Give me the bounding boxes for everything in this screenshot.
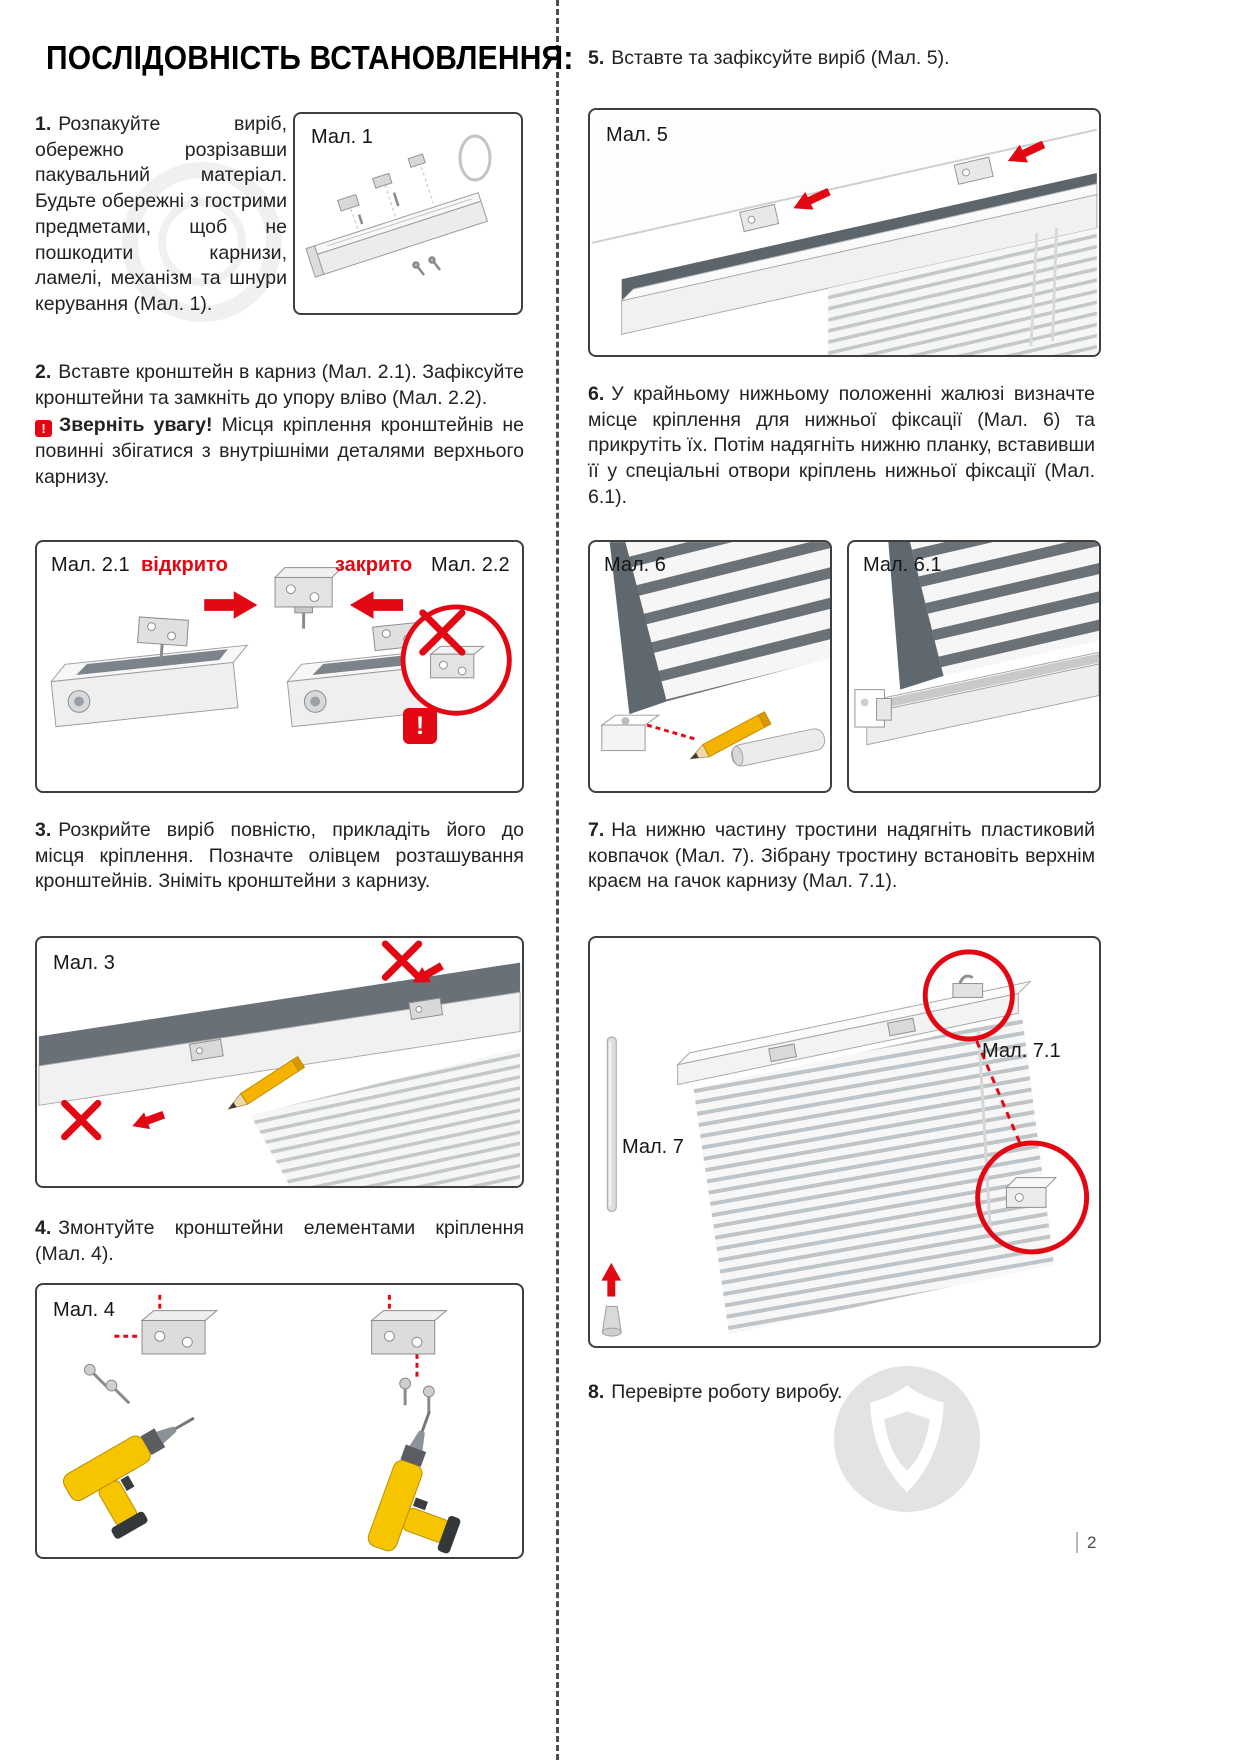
- figure-7: [588, 936, 1101, 1348]
- arrow-right-icon: [204, 591, 257, 619]
- step-2-text: Вставте кронштейн в карниз (Мал. 2.1). Зафіксуйте кронштейни та замкніть до упору вліво (Мал. 2.2).: [35, 361, 524, 409]
- fixation-bracket-icon: [602, 715, 659, 750]
- page-number: 2: [1076, 1532, 1096, 1553]
- state-closed-label: закрито: [335, 554, 413, 576]
- figure-3: [35, 936, 524, 1188]
- step-5-number: 5.: [588, 47, 605, 69]
- bracket-icon: [275, 568, 342, 629]
- figure-5-label: Мал. 5: [606, 124, 668, 146]
- arrow-up-icon: [601, 1263, 621, 1297]
- step-8-text: Перевірте роботу виробу.: [611, 1381, 843, 1403]
- step-4: [35, 1216, 524, 1267]
- bracket-icon: [114, 1295, 216, 1354]
- figure-1: [293, 112, 523, 315]
- column-divider: [556, 0, 559, 1760]
- figure-4-label: Мал. 4: [53, 1299, 115, 1321]
- figure-2-illustration-brackets: [37, 542, 522, 791]
- step-5: [588, 46, 1093, 72]
- figure-3-label: Мал. 3: [53, 952, 115, 974]
- drill-icon: [366, 1406, 493, 1557]
- figure-3-illustration-marking: [37, 938, 522, 1186]
- step-1-number: 1.: [35, 113, 52, 135]
- step-8: [588, 1380, 1095, 1406]
- step-2-warning: [35, 413, 524, 490]
- figure-7-label: Мал. 7: [622, 1136, 684, 1158]
- headrail-open: [45, 606, 253, 727]
- bracket-icon: [372, 1295, 447, 1380]
- step-2-paragraph: [35, 360, 524, 411]
- step-6: [588, 382, 1095, 511]
- screw-icon: [84, 1364, 129, 1403]
- step-8-number: 8.: [588, 1381, 605, 1403]
- step-6-number: 6.: [588, 383, 605, 405]
- figure-5: [588, 108, 1101, 357]
- figure-2-2-label: Мал. 2.2: [431, 554, 510, 576]
- step-2: [35, 360, 524, 491]
- figure-7-1-label: Мал. 7.1: [982, 1040, 1061, 1062]
- cord-loop-icon: [460, 136, 490, 180]
- bracket-part-icon: [408, 154, 425, 167]
- arrow-icon: [129, 1106, 167, 1134]
- drill-icon: [60, 1405, 227, 1549]
- hook-icon: [953, 976, 983, 997]
- step-3-text: Розкрийте виріб повністю, прикладіть його до місця кріплення. Позначте олівцем розташування кронштейнів. Зніміть кронштейни з карнизу.: [35, 819, 524, 893]
- figure-6-1: [847, 540, 1101, 793]
- step-4-number: 4.: [35, 1217, 52, 1239]
- step-1-text: Розпакуйте виріб, обережно розрізавши пакувальний матеріал. Будьте обережні з гострими предметами, щоб не пошкодити карнизи, ламелі, механізм та шнури керування (Мал. 1).: [35, 113, 287, 316]
- bracket-detail-icon: [1006, 1178, 1056, 1208]
- figure-6: [588, 540, 832, 793]
- screw-icon: [400, 1378, 434, 1413]
- step-2-number: 2.: [35, 361, 52, 383]
- figure-6-1-label: Мал. 6.1: [863, 554, 942, 576]
- figure-2-1-label: Мал. 2.1: [51, 554, 130, 576]
- step-5-text: Вставте та зафіксуйте виріб (Мал. 5).: [611, 47, 950, 69]
- arrow-left-icon: [350, 591, 403, 619]
- wand-icon: [607, 1037, 616, 1211]
- cap-icon: [602, 1306, 621, 1336]
- screw-icon: [359, 215, 362, 225]
- step-6-text: У крайньому нижньому положенні жалюзі визначте місце кріплення для нижньої фіксації (Мал. 6) та прикрутіть їх. Потім надягніть нижню планку, вставивши її у спеціальні отвори кріплень нижньої фіксації (Мал. 6.1).: [588, 383, 1095, 508]
- screw-icon: [394, 193, 398, 206]
- step-3: [35, 818, 524, 895]
- marking-line: [647, 725, 694, 739]
- bracket-part-icon: [373, 173, 392, 188]
- figure-6-illustration-bottom-marking: [590, 542, 830, 791]
- step-7-number: 7.: [588, 819, 605, 841]
- step-7: [588, 818, 1095, 895]
- figure-4: [35, 1283, 524, 1559]
- figure-2: [35, 540, 524, 793]
- state-open-label: відкрито: [141, 554, 228, 576]
- figure-6-label: Мал. 6: [604, 554, 666, 576]
- figure-4-illustration-mounting: [37, 1285, 522, 1557]
- warning-icon: !: [35, 420, 52, 437]
- step-7-text: На нижню частину тростини надягніть пластиковий ковпачок (Мал. 7). Зібрану тростину встановіть верхнім краєм на гачок карнизу (Мал. 7.1).: [588, 819, 1095, 893]
- screws-icon: [414, 258, 441, 276]
- alert-badge: !: [403, 708, 437, 744]
- x-mark-icon: [64, 1103, 97, 1136]
- figure-6-1-illustration-bottom-fix: [849, 542, 1099, 791]
- step-4-text: Змонтуйте кронштейни елементами кріплення (Мал. 4).: [35, 1217, 524, 1265]
- page-title: ПОСЛІДОВНІСТЬ ВСТАНОВЛЕННЯ:: [46, 40, 574, 77]
- warning-title: Зверніть увагу!: [59, 414, 213, 437]
- x-mark-icon: [385, 944, 418, 977]
- step-1: [35, 112, 287, 318]
- figure-1-label: Мал. 1: [311, 126, 373, 148]
- step-3-number: 3.: [35, 819, 52, 841]
- warning-text: Місця кріплення кронштейнів не повинні збігатися з внутрішніми деталями верхнього карнизу.: [35, 414, 524, 488]
- bracket-part-icon: [338, 195, 359, 211]
